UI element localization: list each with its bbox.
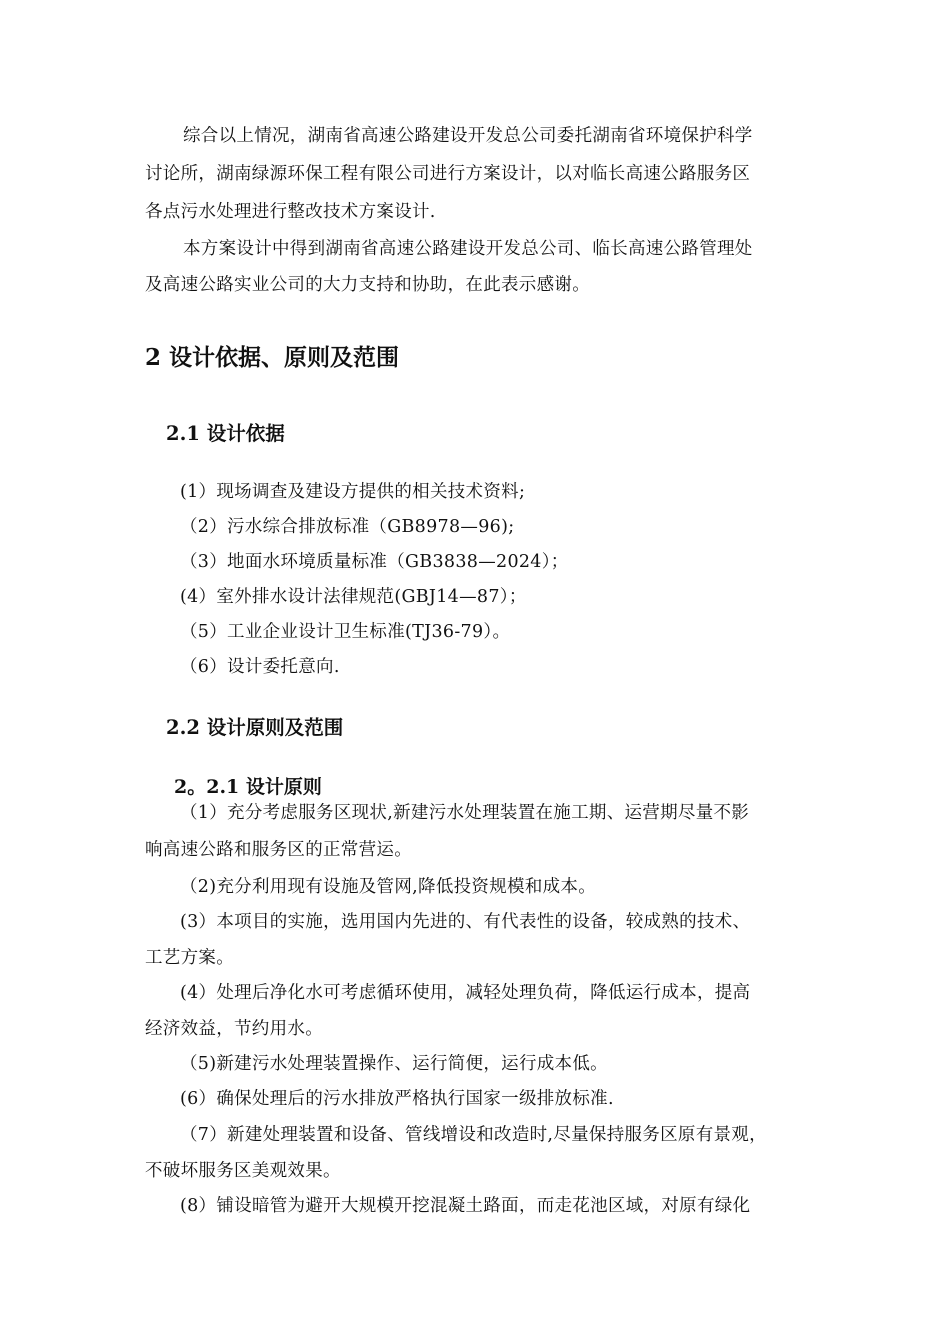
intro-paragraph-1-line-1: 综合以上情况，湖南省高速公路建设开发总公司委托湖南省环境保护科学 xyxy=(183,126,753,146)
principle-line: 响高速公路和服务区的正常营运。 xyxy=(145,840,412,860)
principle-line: （5)新建污水处理装置操作、运行简便，运行成本低。 xyxy=(180,1054,608,1074)
section-2-heading: 2 设计依据、原则及范围 xyxy=(145,344,400,371)
principle-line: (4）处理后净化水可考虑循环使用，减轻处理负荷，降低运行成本，提高 xyxy=(180,983,751,1003)
principle-line: 工艺方案。 xyxy=(145,948,234,968)
principle-line: (6）确保处理后的污水排放严格执行国家一级排放标准. xyxy=(180,1089,614,1109)
intro-paragraph-1-line-3: 各点污水处理进行整改技术方案设计. xyxy=(145,202,436,222)
principle-line: (8）铺设暗管为避开大规模开挖混凝土路面，而走花池区域，对原有绿化 xyxy=(180,1196,751,1216)
basis-item-6: （6）设计委托意向. xyxy=(180,657,340,677)
intro-paragraph-1-line-2: 讨论所，湖南绿源环保工程有限公司进行方案设计，以对临长高速公路服务区 xyxy=(145,164,751,184)
principle-line: （7）新建处理装置和设备、管线增设和改造时,尽量保持服务区原有景观， xyxy=(180,1125,767,1145)
section-2-2-1-heading: 2。2.1 设计原则 xyxy=(174,776,322,798)
principle-line: 经济效益，节约用水。 xyxy=(145,1019,323,1039)
section-2-2-heading: 2.2 设计原则及范围 xyxy=(166,716,344,739)
basis-item-1: (1）现场调查及建设方提供的相关技术资料; xyxy=(180,482,526,502)
basis-item-2: （2）污水综合排放标准（GB8978—96); xyxy=(180,517,515,537)
principle-line: (3）本项目的实施，选用国内先进的、有代表性的设备，较成熟的技术、 xyxy=(180,912,751,932)
basis-item-3: （3）地面水环境质量标准（GB3838—2024）； xyxy=(180,552,569,572)
section-2-1-heading: 2.1 设计依据 xyxy=(166,422,285,445)
basis-item-5: （5）工业企业设计卫生标准(TJ36-79）。 xyxy=(180,622,511,642)
intro-paragraph-2-line-2: 及高速公路实业公司的大力支持和协助，在此表示感谢。 xyxy=(145,275,590,295)
principle-line: （1）充分考虑服务区现状,新建污水处理装置在施工期、运营期尽量不影 xyxy=(180,803,750,823)
intro-paragraph-2-line-1: 本方案设计中得到湖南省高速公路建设开发总公司、临长高速公路管理处 xyxy=(183,239,753,259)
principle-line: （2)充分利用现有设施及管网,降低投资规模和成本。 xyxy=(180,877,597,897)
principle-line: 不破坏服务区美观效果。 xyxy=(145,1161,341,1181)
basis-item-4: (4）室外排水设计法律规范(GBJ14—87）； xyxy=(180,587,527,607)
